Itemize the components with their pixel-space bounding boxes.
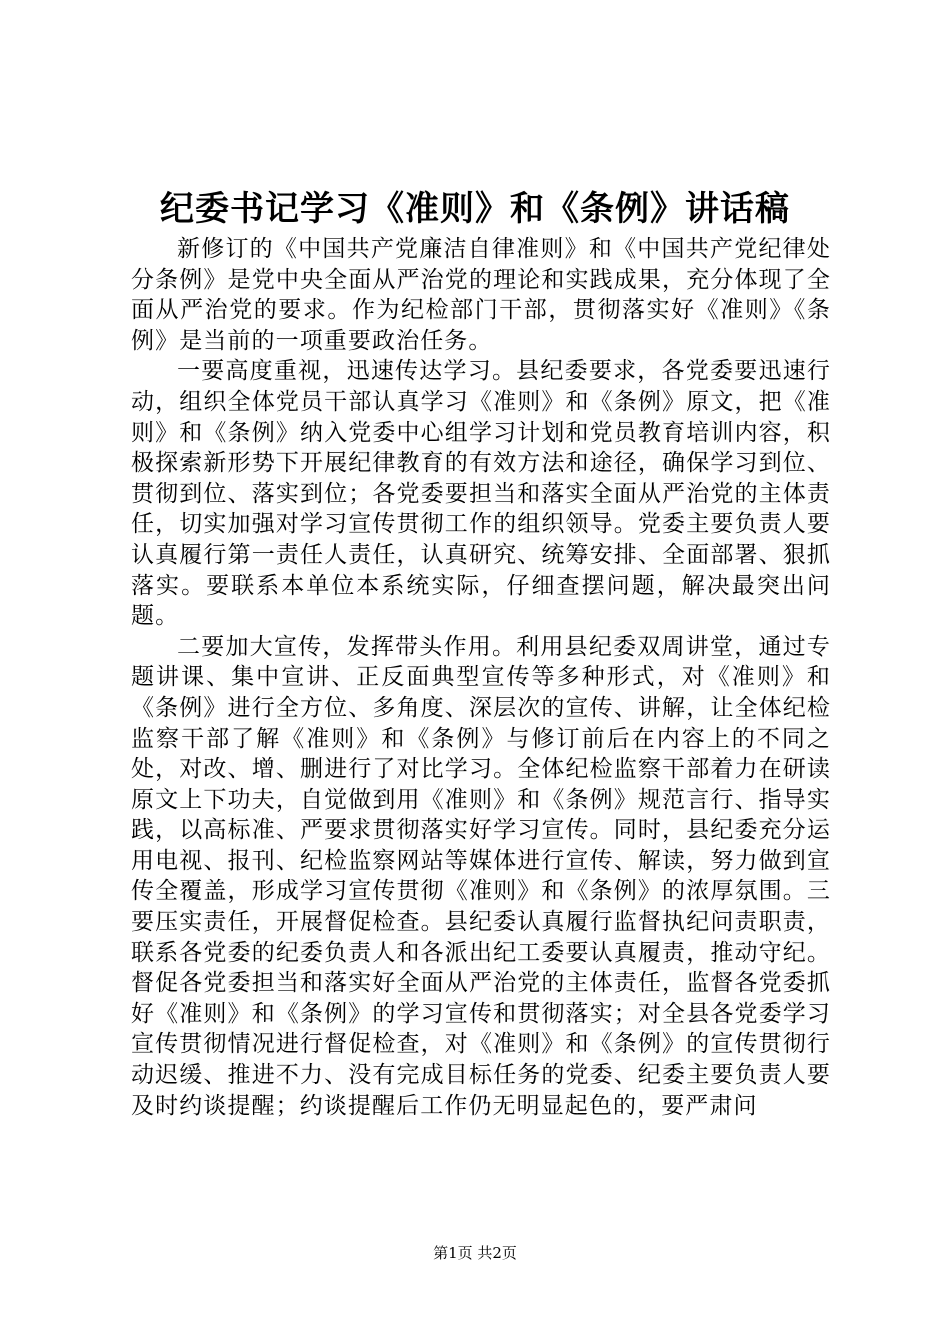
paragraph-point-one: 一要高度重视，迅速传达学习。县纪委要求，各党委要迅速行动，组织全体党员干部认真学习《准则》和《条例》原文，把《准则》和《条例》纳入党委中心组学习计划和党员教育培训内容，积极探索新形势下开展纪律教育的有效方法和途径，确保学习到位、贯彻到位、落实到位；各党委要担当和落实全面从严治党的主体责任，切实加强对学习宣传贯彻工作的组织领导。党委主要负责人要认真履行第一责任人责任，认真研究、统筹安排、全面部署、狠抓落实。要联系本单位本系统实际，仔细查摆问题，解决最突出问题。: [131, 358, 831, 630]
document-body: [131, 234, 831, 1121]
paragraph-point-two: 二要加大宣传，发挥带头作用。利用县纪委双周讲堂，通过专题讲课、集中宣讲、正反面典型宣传等多种形式，对《准则》和《条例》进行全方位、多角度、深层次的宣传、讲解，让全体纪检监察干部了解《准则》和《条例》与修订前后在内容上的不同之处，对改、增、删进行了对比学习。全体纪检监察干部着力在研读原文上下功夫，自觉做到用《准则》和《条例》规范言行、指导实践，以高标准、严要求贯彻落实好学习宣传。同时，县纪委充分运用电视、报刊、纪检监察网站等媒体进行宣传、解读，努力做到宣传全覆盖，形成学习宣传贯彻《准则》和《条例》的浓厚氛围。三要压实责任，开展督促检查。县纪委认真履行监督执纪问责职责，联系各党委的纪委负责人和各派出纪工委要认真履责，推动守纪。督促各党委担当和落实好全面从严治党的主体责任，监督各党委抓好《准则》和《条例》的学习宣传和贯彻落实；对全县各党委学习宣传贯彻情况进行督促检查，对《准则》和《条例》的宣传贯彻行动迟缓、推进不力、没有完成目标任务的党委、纪委主要负责人要及时约谈提醒；约谈提醒后工作仍无明显起色的，要严肃问: [131, 633, 831, 1119]
page-indicator: 第1页 共2页: [433, 1244, 517, 1262]
document-title: 纪委书记学习《准则》和《条例》讲话稿: [160, 189, 790, 229]
paragraph-intro: 新修订的《中国共产党廉洁自律准则》和《中国共产党纪律处分条例》是党中央全面从严治党的理论和实践成果，充分体现了全面从严治党的要求。作为纪检部门干部，贯彻落实好《准则》《条例》是当前的一项重要政治任务。: [131, 236, 831, 354]
